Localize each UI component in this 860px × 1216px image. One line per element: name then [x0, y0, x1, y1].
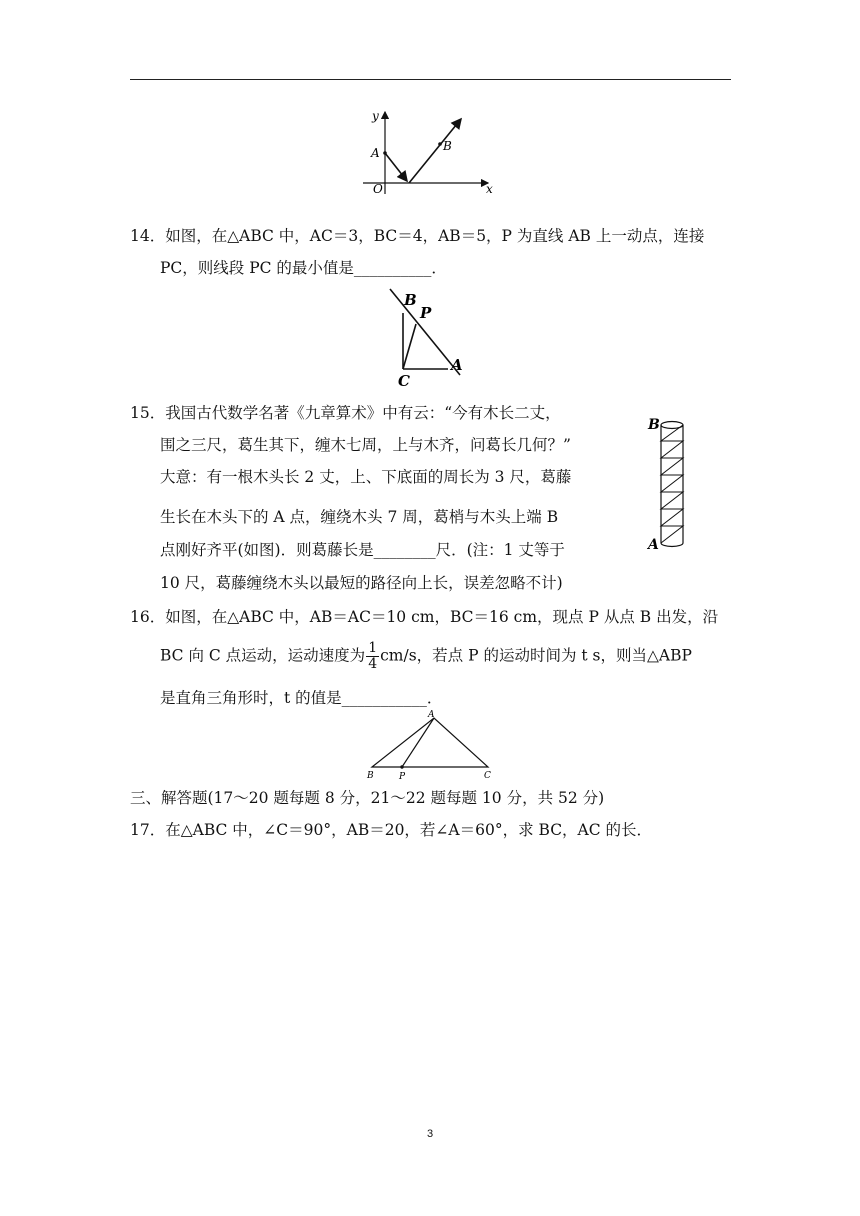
point-b-label: B	[404, 291, 417, 309]
origin-label: O	[373, 182, 383, 196]
q15-line-6: 10 尺，葛藤缠绕木头以最短的路径向上长，误差忽略不计)	[160, 574, 563, 592]
q15-line-1: 15．我国古代数学名著《九章算术》中有云：“今有木长二丈，	[130, 404, 561, 422]
q16-line-2	[160, 641, 692, 672]
point-a-label: A	[648, 537, 659, 553]
point-b-label: B	[443, 139, 452, 153]
q15-line-5: 点刚好齐平(如图)．则葛藤长是________尺．(注：1 丈等于	[160, 541, 565, 559]
q17-line: 17．在△ABC 中，∠C＝90°，AB＝20，若∠A＝60°，求 BC，AC 的长．	[130, 821, 653, 839]
right-triangle-figure	[380, 285, 480, 390]
point-b-label: B	[648, 417, 660, 433]
q15-line-3: 大意：有一根木头长 2 丈，上、下底面的周长为 3 尺，葛藤	[160, 468, 572, 486]
q16-line-3: 是直角三角形时，t 的值是___________．	[160, 689, 443, 707]
q16-line-2a: BC 向 C 点运动，运动速度为	[160, 646, 366, 665]
q15-line-2: 围之三尺，葛生其下，缠木七周，上与木齐，问葛长几何？”	[160, 436, 571, 454]
point-c-label: C	[398, 372, 410, 390]
coordinate-figure	[360, 104, 500, 196]
header-rule	[130, 79, 731, 80]
fraction-numerator: 1	[368, 640, 378, 656]
y-axis-label: y	[372, 109, 379, 123]
point-p-label: P	[420, 304, 432, 322]
q14-line-2: PC，则线段 PC 的最小值是__________．	[160, 259, 447, 277]
x-axis-label: x	[486, 182, 493, 196]
q14-line-1: 14．如图，在△ABC 中，AC＝3，BC＝4，AB＝5，P 为直线 AB 上一动点，连接	[130, 227, 705, 245]
point-c-label: C	[484, 771, 491, 781]
point-a-label: A	[428, 710, 435, 720]
q15-line-4: 生长在木头下的 A 点，缠绕木头 7 周，葛梢与木头上端 B	[160, 508, 559, 526]
q16-line-1: 16．如图，在△ABC 中，AB＝AC＝10 cm，BC＝16 cm，现点 P 从点 B 出发，沿	[130, 608, 719, 626]
point-b-label: B	[367, 771, 374, 781]
isosceles-triangle-figure	[360, 708, 500, 782]
fraction-denominator: 4	[368, 656, 378, 672]
log-vine-figure	[645, 415, 695, 555]
point-a-label: A	[371, 146, 380, 160]
q16-line-2b: cm/s，若点 P 的运动时间为 t s，则当△ABP	[380, 646, 692, 665]
page-number: 3	[426, 1128, 434, 1140]
point-p-label: P	[399, 772, 406, 782]
section-3-heading: 三、解答题(17～20 题每题 8 分，21～22 题每题 10 分，共 52 分)	[130, 789, 605, 807]
speed-fraction	[366, 641, 379, 672]
point-a-label: A	[451, 356, 463, 374]
